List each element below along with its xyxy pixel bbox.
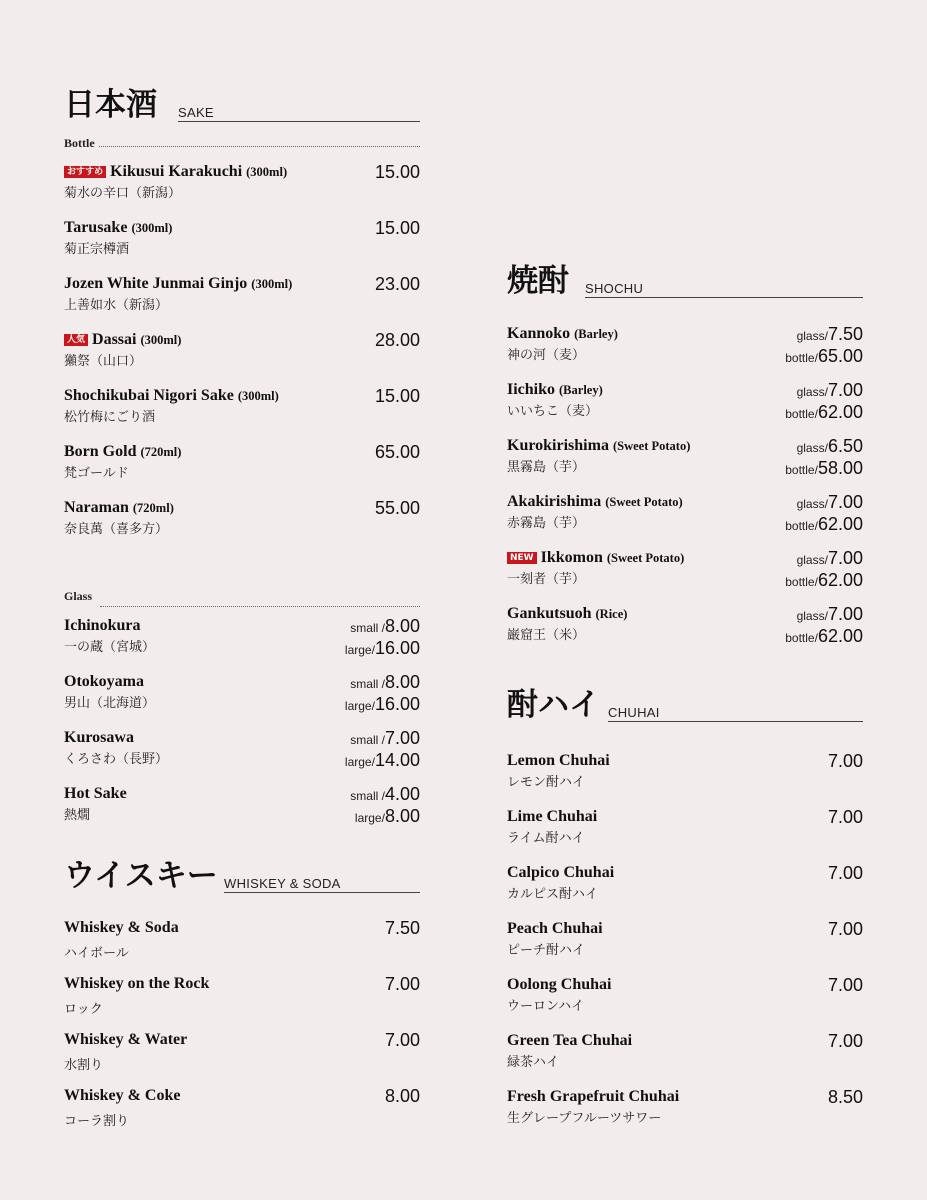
chuhai-title-jp: 酎ハイ [507,687,600,723]
menu-item [64,919,420,969]
item-name: Calpico Chuhai [507,864,615,881]
item-name: Oolong Chuhai [507,976,612,993]
item-name-jp: いいちこ（麦） [507,404,599,419]
bottle-unit: bottle/ [785,351,818,365]
small-unit: small / [350,789,385,803]
glass-subheader [64,589,420,605]
menu-item [507,752,863,802]
item-size: (720ml) [132,501,174,515]
glass-unit: glass/ [796,385,828,399]
menu-item [64,729,420,779]
item-name-jp: 神の河（麦） [507,348,586,363]
item-price: 23.00 [374,274,420,294]
item-name: Kurosawa [64,729,134,746]
menu-item [507,808,863,858]
item-name-jp: 上善如水（新潟） [64,298,169,313]
item-name: Whiskey on the Rock [64,975,210,992]
item-name-jp: ロック [64,1002,103,1017]
item-price: 8.00 [384,1086,420,1106]
item-size: (300ml) [246,165,288,179]
item-size: (300ml) [140,333,182,347]
item-name: Whiskey & Coke [64,1087,181,1104]
large-unit: large/ [344,699,375,713]
small-unit: small / [350,733,385,747]
bottle-unit: bottle/ [785,631,818,645]
item-name: Jozen White Junmai Ginjo [64,275,248,292]
shochu-list [507,325,863,665]
sake-glass-list [64,617,420,837]
item-price: 55.00 [374,498,420,518]
bottle-price: 58.00 [817,458,863,478]
item-name-jp: 一刻者（芋） [507,572,586,587]
item-name: Hot Sake [64,785,127,802]
small-price: 7.00 [384,728,420,748]
item-name-jp: 水割り [64,1058,104,1073]
item-price: 7.00 [827,751,863,771]
item-price: 7.00 [384,1030,420,1050]
item-name-jp: 巌窟王（米） [507,628,586,643]
item-name-jp: コーラ割り [64,1114,130,1129]
menu-item [507,605,863,655]
item-name-jp: 松竹梅にごり酒 [64,410,156,425]
item-name-jp: ライム酎ハイ [507,831,585,846]
recommended-badge: おすすめ [64,166,106,178]
item-name-jp: ウーロンハイ [507,999,585,1014]
bottle-unit: bottle/ [785,407,818,421]
glass-price: 7.00 [827,380,863,400]
shochu-header [507,258,863,298]
menu-item [507,381,863,431]
large-unit: large/ [354,811,385,825]
whiskey-list [64,919,420,1149]
item-name: Shochikubai Nigori Sake [64,387,234,404]
shochu-title-en: SHOCHU [585,281,644,296]
item-name: Fresh Grapefruit Chuhai [507,1088,680,1105]
item-name: Iichiko [507,381,556,398]
chuhai-section [507,682,863,722]
menu-item [64,331,420,381]
glass-dotted-rule [100,606,420,607]
item-price: 65.00 [374,442,420,462]
item-size: (300ml) [251,277,293,291]
bottle-label: Bottle [64,136,99,151]
item-name-jp: 生グレープフルーツサワー [507,1111,662,1126]
glass-price: 6.50 [827,436,863,456]
item-type: (Barley) [574,327,618,341]
item-name-jp: 男山（北海道） [64,696,156,711]
item-price: 7.00 [827,975,863,995]
small-price: 8.00 [384,672,420,692]
shochu-section [507,258,863,298]
menu-item [507,864,863,914]
glass-unit: glass/ [796,329,828,343]
item-name: Kurokirishima [507,437,609,454]
bottle-price: 65.00 [817,346,863,366]
glass-unit: glass/ [796,553,828,567]
glass-price: 7.50 [827,324,863,344]
sake-section [64,82,420,122]
bottle-unit: bottle/ [785,519,818,533]
item-name: Tarusake [64,219,128,236]
glass-unit: glass/ [796,441,828,455]
menu-item [507,1032,863,1082]
menu-item [64,673,420,723]
large-unit: large/ [344,643,375,657]
whiskey-header-rule [224,892,420,893]
item-name-jp: 梵ゴールド [64,466,129,481]
item-price: 15.00 [374,162,420,182]
menu-item [64,1087,420,1137]
item-name: Gankutsuoh [507,605,592,622]
small-price: 4.00 [384,784,420,804]
item-price: 8.50 [827,1087,863,1107]
small-unit: small / [350,621,385,635]
item-size: (300ml) [237,389,279,403]
new-badge: NEW [507,552,537,564]
menu-item [64,275,420,325]
item-name-jp: カルピス酎ハイ [507,887,599,902]
whiskey-title-en: WHISKEY & SODA [224,876,341,891]
item-price: 7.00 [384,974,420,994]
item-type: (Sweet Potato) [606,551,685,565]
item-type: (Rice) [595,607,628,621]
menu-item [64,163,420,213]
chuhai-header [507,682,863,722]
whiskey-header [64,853,420,893]
item-size: (720ml) [140,445,182,459]
menu-item [507,976,863,1026]
item-name: Green Tea Chuhai [507,1032,633,1049]
item-price: 28.00 [374,330,420,350]
item-name-jp: 赤霧島（芋） [507,516,586,531]
item-name: Naraman [64,499,129,516]
menu-item [64,785,420,835]
glass-unit: glass/ [796,609,828,623]
item-price: 15.00 [374,386,420,406]
item-price: 7.00 [827,807,863,827]
sake-header [64,82,420,122]
item-name: Born Gold [64,443,137,460]
item-name: Whiskey & Soda [64,919,179,936]
item-type: (Barley) [559,383,603,397]
bottle-price: 62.00 [817,626,863,646]
menu-item [64,219,420,269]
item-price: 15.00 [374,218,420,238]
popular-badge: 人気 [64,334,88,346]
item-name: Ichinokura [64,617,141,634]
item-name: Dassai [92,331,137,348]
item-name-jp: ピーチ酎ハイ [507,943,586,958]
bottle-unit: bottle/ [785,463,818,477]
glass-unit: glass/ [796,497,828,511]
menu-item [64,617,420,667]
item-name-jp: レモン酎ハイ [507,775,586,790]
chuhai-header-rule [608,721,863,722]
large-price: 14.00 [374,750,420,770]
menu-item [64,1031,420,1081]
item-name-jp: 一の蔵（宮城） [64,640,156,655]
small-price: 8.00 [384,616,420,636]
small-unit: small / [350,677,385,691]
glass-label: Glass [64,589,96,604]
whiskey-title-jp: ウイスキー [64,858,218,894]
item-name: Ikkomon [540,549,603,566]
menu-item [507,437,863,487]
item-name-jp: ハイボール [64,946,129,961]
bottle-price: 62.00 [817,570,863,590]
large-price: 16.00 [374,638,420,658]
item-name-jp: 黒霧島（芋） [507,460,586,475]
item-name-jp: 獺祭（山口） [64,354,143,369]
menu-item [507,325,863,375]
bottle-unit: bottle/ [785,575,818,589]
item-size: (300ml) [131,221,173,235]
sake-title-jp: 日本酒 [64,87,157,123]
item-name: Lemon Chuhai [507,752,610,769]
item-name-jp: 熱燗 [64,808,91,823]
menu-item [507,1088,863,1138]
shochu-title-jp: 焼酎 [507,263,569,299]
whiskey-section [64,853,420,893]
item-name-jp: くろさわ（長野） [64,752,169,767]
menu-item [64,387,420,437]
menu-item [64,443,420,493]
item-name-jp: 奈良萬（喜多方） [64,522,169,537]
menu-item [64,499,420,549]
item-name: Whiskey & Water [64,1031,188,1048]
item-price: 7.50 [384,918,420,938]
item-price: 7.00 [827,919,863,939]
glass-price: 7.00 [827,604,863,624]
large-price: 16.00 [374,694,420,714]
sake-header-rule [178,121,420,122]
large-price: 8.00 [384,806,420,826]
item-name-jp: 菊水の辛口（新潟） [64,186,182,201]
item-name: Otokoyama [64,673,144,690]
item-type: (Sweet Potato) [605,495,683,509]
item-name-jp: 菊正宗樽酒 [64,242,130,257]
item-name: Lime Chuhai [507,808,598,825]
menu-item [507,493,863,543]
bottle-price: 62.00 [817,402,863,422]
sake-title-en: SAKE [178,105,214,120]
shochu-header-rule [585,297,863,298]
item-name-jp: 緑茶ハイ [507,1055,560,1070]
chuhai-list [507,752,863,1152]
bottle-dotted-rule [64,146,420,147]
large-unit: large/ [344,755,375,769]
chuhai-title-en: CHUHAI [608,705,660,720]
menu-item [507,549,863,599]
sake-bottle-list [64,163,420,543]
item-name: Peach Chuhai [507,920,603,937]
item-name: Kannoko [507,325,571,342]
item-price: 7.00 [827,863,863,883]
item-name: Akakirishima [507,493,602,510]
item-name: Kikusui Karakuchi [110,163,243,180]
item-price: 7.00 [827,1031,863,1051]
bottle-subheader [64,136,420,152]
glass-price: 7.00 [827,492,863,512]
menu-item [64,975,420,1025]
bottle-price: 62.00 [817,514,863,534]
menu-item [507,920,863,970]
glass-price: 7.00 [827,548,863,568]
item-type: (Sweet Potato) [612,439,691,453]
